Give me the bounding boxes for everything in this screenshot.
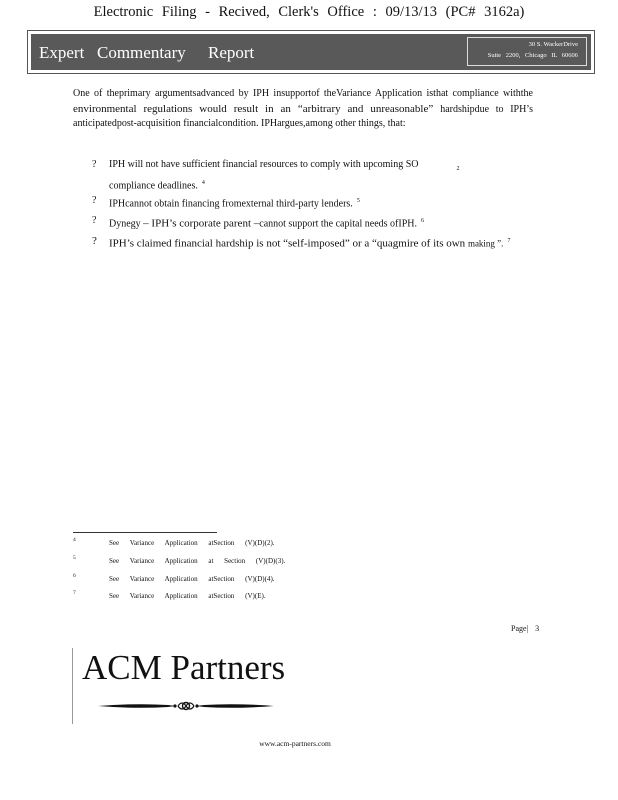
page-number (511, 624, 539, 633)
bullet-item-3 (92, 214, 544, 230)
intro-text-1: One of theprimary argumentsadvanced by IPH insupportof theVariance Application isthat compliance withthe (73, 88, 533, 99)
footnote-number: 7 (73, 590, 76, 596)
bullet-text-2 (109, 194, 544, 211)
bullet-marker: ? (92, 195, 97, 206)
footnote-ref: 5 (356, 198, 360, 204)
bullet-text-4b: making ”. (467, 238, 504, 249)
footnote-text: See Variance Application atSection (V)(D)(4). (109, 575, 275, 583)
logo-divider (72, 648, 73, 724)
footnote-6 (73, 575, 323, 587)
address-box (467, 37, 587, 66)
footnote-ref: 6 (420, 218, 424, 224)
footnote-number: 4 (73, 537, 76, 543)
bullet-text-4 (109, 234, 544, 251)
footnote-ref: 7 (507, 238, 511, 244)
bullet-item-2 (92, 194, 544, 210)
bullet-text-1a: IPH will not have sufficient financial resources to comply with upcoming SO (109, 159, 419, 170)
page-value: 3 (535, 624, 540, 633)
footnote-text: See Variance Application atSection (V)(E). (109, 592, 266, 600)
footnote-4 (73, 539, 323, 551)
address-street: 30 S. WackerDrive (528, 41, 578, 48)
bullet-text-2a: IPHcannot obtain financing fromexternal third-party lenders. (109, 198, 353, 210)
footnote-number: 6 (73, 573, 76, 579)
footnote-divider (73, 532, 217, 533)
bullet-text-1b: compliance deadlines. (109, 180, 198, 192)
website-url: www.acm-partners.com (259, 739, 331, 748)
bullet-text-3b: – IPH’s corporate parent – (143, 217, 260, 230)
address-city: Suite 2200, Chicago IL 60606 (487, 52, 578, 59)
intro-text-2: environmental regulations would result in an “arbitrary and unreasonable” (73, 102, 441, 115)
footnote-number: 5 (73, 555, 76, 561)
banner-title-commentary: Commentary (97, 43, 186, 62)
filing-stamp-header: Electronic Filing - Recived, Clerk's Office : 09/13/13 (PC# 3162a) (93, 4, 525, 20)
bullet-item-1 (92, 158, 544, 192)
banner-title-expert: Expert (39, 43, 85, 62)
bullet-item-4 (92, 234, 544, 264)
bullet-marker: ? (92, 159, 97, 170)
bullet-text-1 (109, 158, 544, 193)
bullet-text-4a: IPH’s claimed financial hardship is not “self-imposed” or a “quagmire of its own (109, 237, 468, 250)
bullet-text-3c: cannot support the capital needs ofIPH. (259, 218, 417, 230)
banner-background (31, 34, 591, 70)
footnote-ref: 4 (201, 180, 205, 186)
report-banner (27, 30, 595, 74)
banner-title-report: Report (208, 43, 255, 62)
flourish-ornament-icon (96, 698, 276, 714)
footnote-text: See Variance Application at Section (V)(D)(3). (109, 557, 286, 565)
bullet-marker: ? (92, 235, 97, 247)
bullet-subscript: 2 (456, 166, 460, 172)
intro-text-3: hardshipdue to IPH’s anticipatedpost-acquisition financialcondition. IPHargues,among other things, that: (73, 103, 533, 129)
footnote-5 (73, 557, 323, 569)
footnote-7 (73, 592, 323, 604)
company-logo: ACM Partners (82, 648, 286, 687)
bullet-marker: ? (92, 215, 97, 226)
footnote-text: See Variance Application atSection (V)(D)(2). (109, 539, 275, 547)
bullet-text-3 (109, 214, 544, 231)
intro-paragraph (73, 87, 533, 132)
page-label: Page| (511, 624, 529, 633)
bullet-text-3a: Dynegy (109, 218, 144, 230)
